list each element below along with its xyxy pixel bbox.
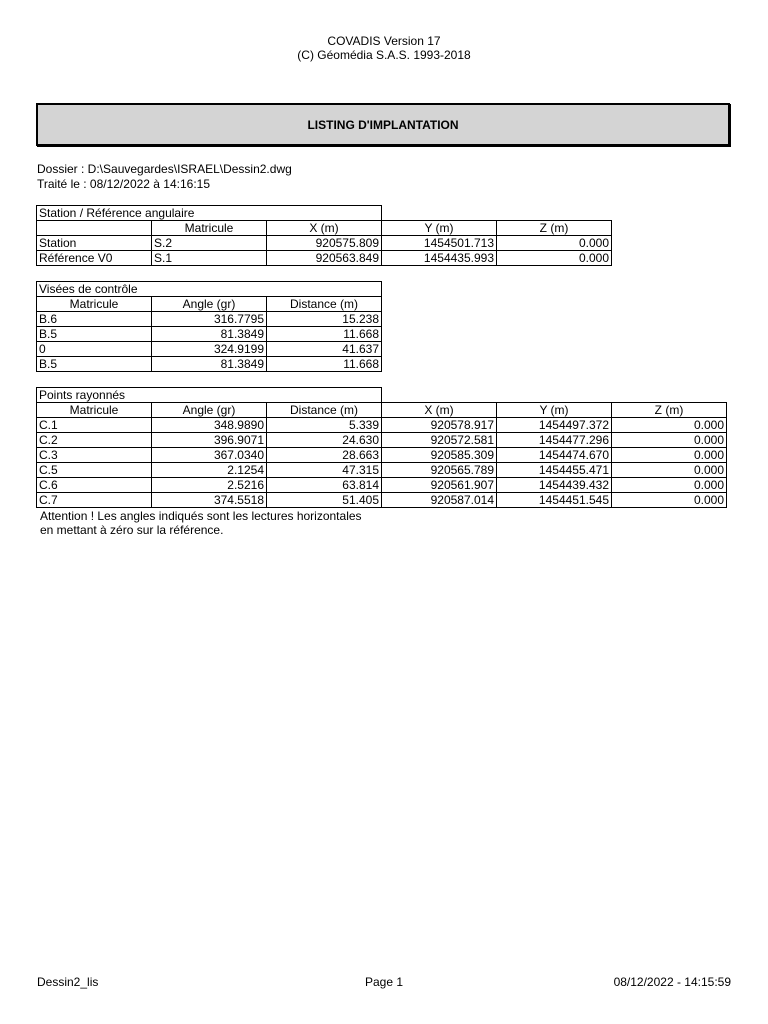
table-header-row	[37, 403, 727, 418]
cell: 47.315	[267, 463, 382, 478]
table-row	[37, 463, 727, 478]
cell: C.2	[37, 433, 152, 448]
column-header: Distance (m)	[267, 403, 382, 418]
cell: 920585.309	[382, 448, 497, 463]
table-row	[37, 251, 612, 266]
table-row	[37, 478, 727, 493]
column-header: Y (m)	[382, 221, 497, 236]
column-header: X (m)	[382, 403, 497, 418]
cell: 81.3849	[152, 357, 267, 372]
cell: 920563.849	[267, 251, 382, 266]
table-row	[37, 342, 382, 357]
table-row	[37, 312, 382, 327]
cell: C.5	[37, 463, 152, 478]
cell: 920565.789	[382, 463, 497, 478]
cell: 0.000	[612, 418, 727, 433]
cell: 28.663	[267, 448, 382, 463]
cell: 316.7795	[152, 312, 267, 327]
cell: Référence V0	[37, 251, 152, 266]
cell: 1454451.545	[497, 493, 612, 508]
cell: 920575.809	[267, 236, 382, 251]
cell: 63.814	[267, 478, 382, 493]
cell: 920572.581	[382, 433, 497, 448]
listing-title-box	[36, 103, 730, 146]
cell: C.3	[37, 448, 152, 463]
cell: S.1	[152, 251, 267, 266]
footer-filename: Dessin2_lis	[37, 975, 99, 989]
cell: B.5	[37, 327, 152, 342]
note-line-2: en mettant à zéro sur la référence.	[40, 523, 224, 537]
cell: 348.9890	[152, 418, 267, 433]
cell: 0.000	[612, 493, 727, 508]
points-table-title: Points rayonnés	[37, 388, 382, 403]
cell: 2.5216	[152, 478, 267, 493]
cell: 920561.907	[382, 478, 497, 493]
table-header-row	[37, 297, 382, 312]
column-header: Matricule	[152, 221, 267, 236]
note-line-1: Attention ! Les angles indiqués sont les lectures horizontales	[40, 509, 362, 523]
software-version: COVADIS Version 17	[327, 34, 441, 48]
column-header: Matricule	[37, 403, 152, 418]
column-header: X (m)	[267, 221, 382, 236]
table-header-row	[37, 221, 612, 236]
cell: 41.637	[267, 342, 382, 357]
table-row	[37, 448, 727, 463]
table-row	[37, 236, 612, 251]
listing-title: LISTING D'IMPLANTATION	[307, 117, 459, 132]
cell: 920587.014	[382, 493, 497, 508]
cell: Station	[37, 236, 152, 251]
cell: 1454455.471	[497, 463, 612, 478]
cell: 0.000	[612, 448, 727, 463]
table-title-row	[37, 388, 727, 403]
cell: 11.668	[267, 327, 382, 342]
visees-table	[36, 281, 382, 372]
column-header: Y (m)	[497, 403, 612, 418]
table-title-row	[37, 206, 612, 221]
cell: 1454497.372	[497, 418, 612, 433]
cell: C.7	[37, 493, 152, 508]
visees-table-title: Visées de contrôle	[37, 282, 382, 297]
cell: 1454477.296	[497, 433, 612, 448]
cell: 374.5518	[152, 493, 267, 508]
column-header	[37, 221, 152, 236]
cell: 5.339	[267, 418, 382, 433]
cell: 1454474.670	[497, 448, 612, 463]
footer-datetime: 08/12/2022 - 14:15:59	[613, 975, 731, 989]
dossier-path: Dossier : D:\Sauvegardes\ISRAEL\Dessin2.dwg	[37, 162, 292, 176]
cell: 920578.917	[382, 418, 497, 433]
station-table-title: Station / Référence angulaire	[37, 206, 382, 221]
cell: 15.238	[267, 312, 382, 327]
cell: 1454439.432	[497, 478, 612, 493]
cell: 1454435.993	[382, 251, 497, 266]
column-header: Distance (m)	[267, 297, 382, 312]
cell: 324.9199	[152, 342, 267, 357]
cell: 2.1254	[152, 463, 267, 478]
copyright-line: (C) Géomédia S.A.S. 1993-2018	[297, 48, 471, 62]
cell: 0	[37, 342, 152, 357]
cell: 51.405	[267, 493, 382, 508]
table-row	[37, 327, 382, 342]
cell: 11.668	[267, 357, 382, 372]
footer-page: Page 1	[364, 975, 404, 989]
cell: 0.000	[612, 478, 727, 493]
points-table	[36, 387, 727, 508]
cell: 81.3849	[152, 327, 267, 342]
column-header: Angle (gr)	[152, 403, 267, 418]
treated-date: Traité le : 08/12/2022 à 14:16:15	[37, 177, 211, 191]
cell: 396.9071	[152, 433, 267, 448]
table-row	[37, 493, 727, 508]
table-row	[37, 418, 727, 433]
table-title-row	[37, 282, 382, 297]
cell: B.5	[37, 357, 152, 372]
station-table	[36, 205, 612, 266]
cell: 0.000	[612, 463, 727, 478]
column-header: Matricule	[37, 297, 152, 312]
table-row	[37, 357, 382, 372]
cell: C.6	[37, 478, 152, 493]
cell: S.2	[152, 236, 267, 251]
cell: 0.000	[497, 236, 612, 251]
column-header: Angle (gr)	[152, 297, 267, 312]
cell: 0.000	[612, 433, 727, 448]
cell: C.1	[37, 418, 152, 433]
cell: B.6	[37, 312, 152, 327]
column-header: Z (m)	[612, 403, 727, 418]
cell: 367.0340	[152, 448, 267, 463]
cell: 1454501.713	[382, 236, 497, 251]
cell: 0.000	[497, 251, 612, 266]
column-header: Z (m)	[497, 221, 612, 236]
cell: 24.630	[267, 433, 382, 448]
table-row	[37, 433, 727, 448]
